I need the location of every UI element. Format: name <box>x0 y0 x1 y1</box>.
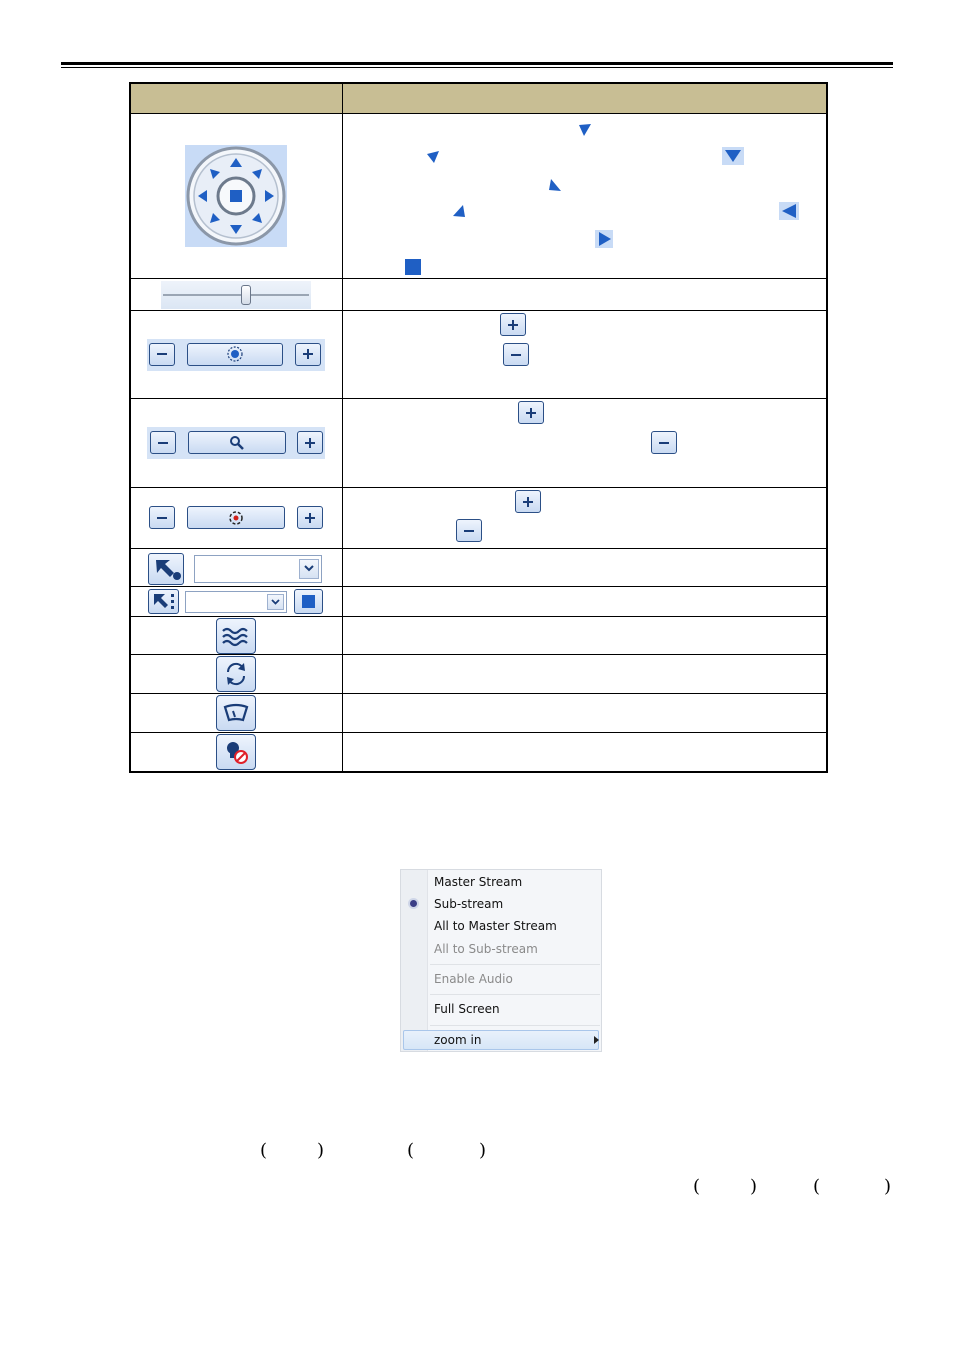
down-arrow-icon <box>722 147 744 165</box>
menu-separator <box>430 994 600 995</box>
chevron-down-icon[interactable] <box>299 559 319 579</box>
table-row <box>130 311 827 399</box>
speed-slider[interactable] <box>161 281 311 309</box>
focus-plus-button[interactable] <box>295 343 321 366</box>
stop-square-icon <box>405 259 421 275</box>
cruise-cell <box>130 587 342 617</box>
up-left-arrow-icon <box>425 149 441 165</box>
auto-scan-description <box>342 655 827 694</box>
table-row <box>130 488 827 549</box>
submenu-arrow-icon <box>594 1036 599 1044</box>
light-description <box>342 694 827 733</box>
chevron-down-icon[interactable] <box>267 594 284 610</box>
focus-minus-button[interactable] <box>149 343 175 366</box>
right-arrow-icon <box>595 230 613 248</box>
zoom-description <box>342 399 827 488</box>
menu-item-all-to-master-stream[interactable]: All to Master Stream <box>434 919 557 933</box>
radio-selected-icon <box>410 900 417 907</box>
menu-item-highlight <box>403 1030 599 1050</box>
paren: ( <box>260 1140 268 1161</box>
cruise-description <box>342 587 827 617</box>
up-right-arrow-icon <box>577 122 593 138</box>
paren: ) <box>884 1176 892 1197</box>
auto-scan-refresh-icon[interactable] <box>216 656 256 692</box>
menu-item-sub-stream[interactable]: Sub-stream <box>434 897 504 911</box>
focus-description <box>342 311 827 399</box>
preset-cell <box>130 549 342 587</box>
ptz-wheel-cell <box>130 114 342 279</box>
menu-separator <box>430 964 600 965</box>
iris-plus-button[interactable] <box>297 506 323 529</box>
light-wiper-icon[interactable] <box>216 695 256 731</box>
paren: ) <box>479 1140 487 1161</box>
cruise-select[interactable] <box>185 591 287 613</box>
menu-item-full-screen[interactable]: Full Screen <box>434 1002 500 1016</box>
wiper-cell <box>130 617 342 655</box>
table-row <box>130 655 827 694</box>
ptz-control-table <box>129 82 828 773</box>
table-row <box>130 114 827 279</box>
iris-cell <box>130 488 342 549</box>
iris-plus-inline-icon <box>515 490 541 513</box>
iris-icon <box>187 506 285 529</box>
light-cell <box>130 694 342 733</box>
stop-light-description <box>342 733 827 772</box>
table-row <box>130 733 827 772</box>
ptz-wheel-description <box>342 114 827 279</box>
cruise-stop-button[interactable] <box>294 589 323 614</box>
zoom-plus-inline-icon <box>518 401 544 424</box>
iris-control <box>147 502 325 534</box>
zoom-magnifier-icon <box>188 431 286 454</box>
paren: ) <box>317 1140 325 1161</box>
down-right-arrow-icon <box>547 177 563 193</box>
auto-scan-cell <box>130 655 342 694</box>
slider-track <box>163 294 309 296</box>
stream-context-menu <box>400 869 602 1052</box>
iris-description <box>342 488 827 549</box>
paren: ( <box>693 1176 701 1197</box>
menu-item-master-stream[interactable]: Master Stream <box>434 875 523 889</box>
header-rule-thick <box>61 62 893 65</box>
cruise-arrow-icon[interactable] <box>148 589 179 614</box>
ptz-direction-wheel-icon[interactable] <box>185 145 287 247</box>
slider-thumb[interactable] <box>241 285 251 305</box>
menu-item-enable-audio: Enable Audio <box>434 972 513 986</box>
zoom-minus-button[interactable] <box>150 431 176 454</box>
table-row <box>130 694 827 733</box>
table-row <box>130 587 827 617</box>
table-header-row <box>130 83 827 114</box>
stop-light-cell <box>130 733 342 772</box>
speed-slider-cell <box>130 279 342 311</box>
down-left-arrow-icon <box>451 203 467 219</box>
paren: ) <box>750 1176 758 1197</box>
zoom-control <box>147 427 325 459</box>
focus-cell <box>130 311 342 399</box>
menu-gutter <box>401 870 428 1051</box>
menu-item-zoom-in[interactable]: zoom in <box>434 1033 482 1047</box>
focus-plus-inline-icon <box>500 313 526 336</box>
stop-square-icon <box>302 595 315 608</box>
left-arrow-icon <box>779 202 799 220</box>
preset-control <box>148 552 324 584</box>
focus-minus-inline-icon <box>503 343 529 366</box>
header-cell-icon <box>130 83 342 114</box>
focus-control <box>147 339 325 371</box>
zoom-plus-button[interactable] <box>297 431 323 454</box>
table-row <box>130 279 827 311</box>
paren: ( <box>407 1140 415 1161</box>
menu-separator <box>430 1025 600 1026</box>
wiper-waves-icon[interactable] <box>216 618 256 654</box>
header-rule-thin <box>61 67 893 68</box>
iris-minus-inline-icon <box>456 519 482 542</box>
table-row <box>130 617 827 655</box>
preset-description <box>342 549 827 587</box>
focus-icon <box>187 343 283 366</box>
preset-select[interactable] <box>194 555 322 583</box>
preset-arrow-icon[interactable] <box>148 553 184 585</box>
table-row <box>130 549 827 587</box>
menu-item-all-to-sub-stream: All to Sub-stream <box>434 942 538 956</box>
wiper-description <box>342 617 827 655</box>
table-row <box>130 399 827 488</box>
zoom-cell <box>130 399 342 488</box>
iris-minus-button[interactable] <box>149 506 175 529</box>
paren: ( <box>813 1176 821 1197</box>
speed-slider-description <box>342 279 827 311</box>
header-cell-description <box>342 83 827 114</box>
cruise-control <box>148 588 324 615</box>
stop-light-icon[interactable] <box>216 734 256 770</box>
zoom-minus-inline-icon <box>651 431 677 454</box>
